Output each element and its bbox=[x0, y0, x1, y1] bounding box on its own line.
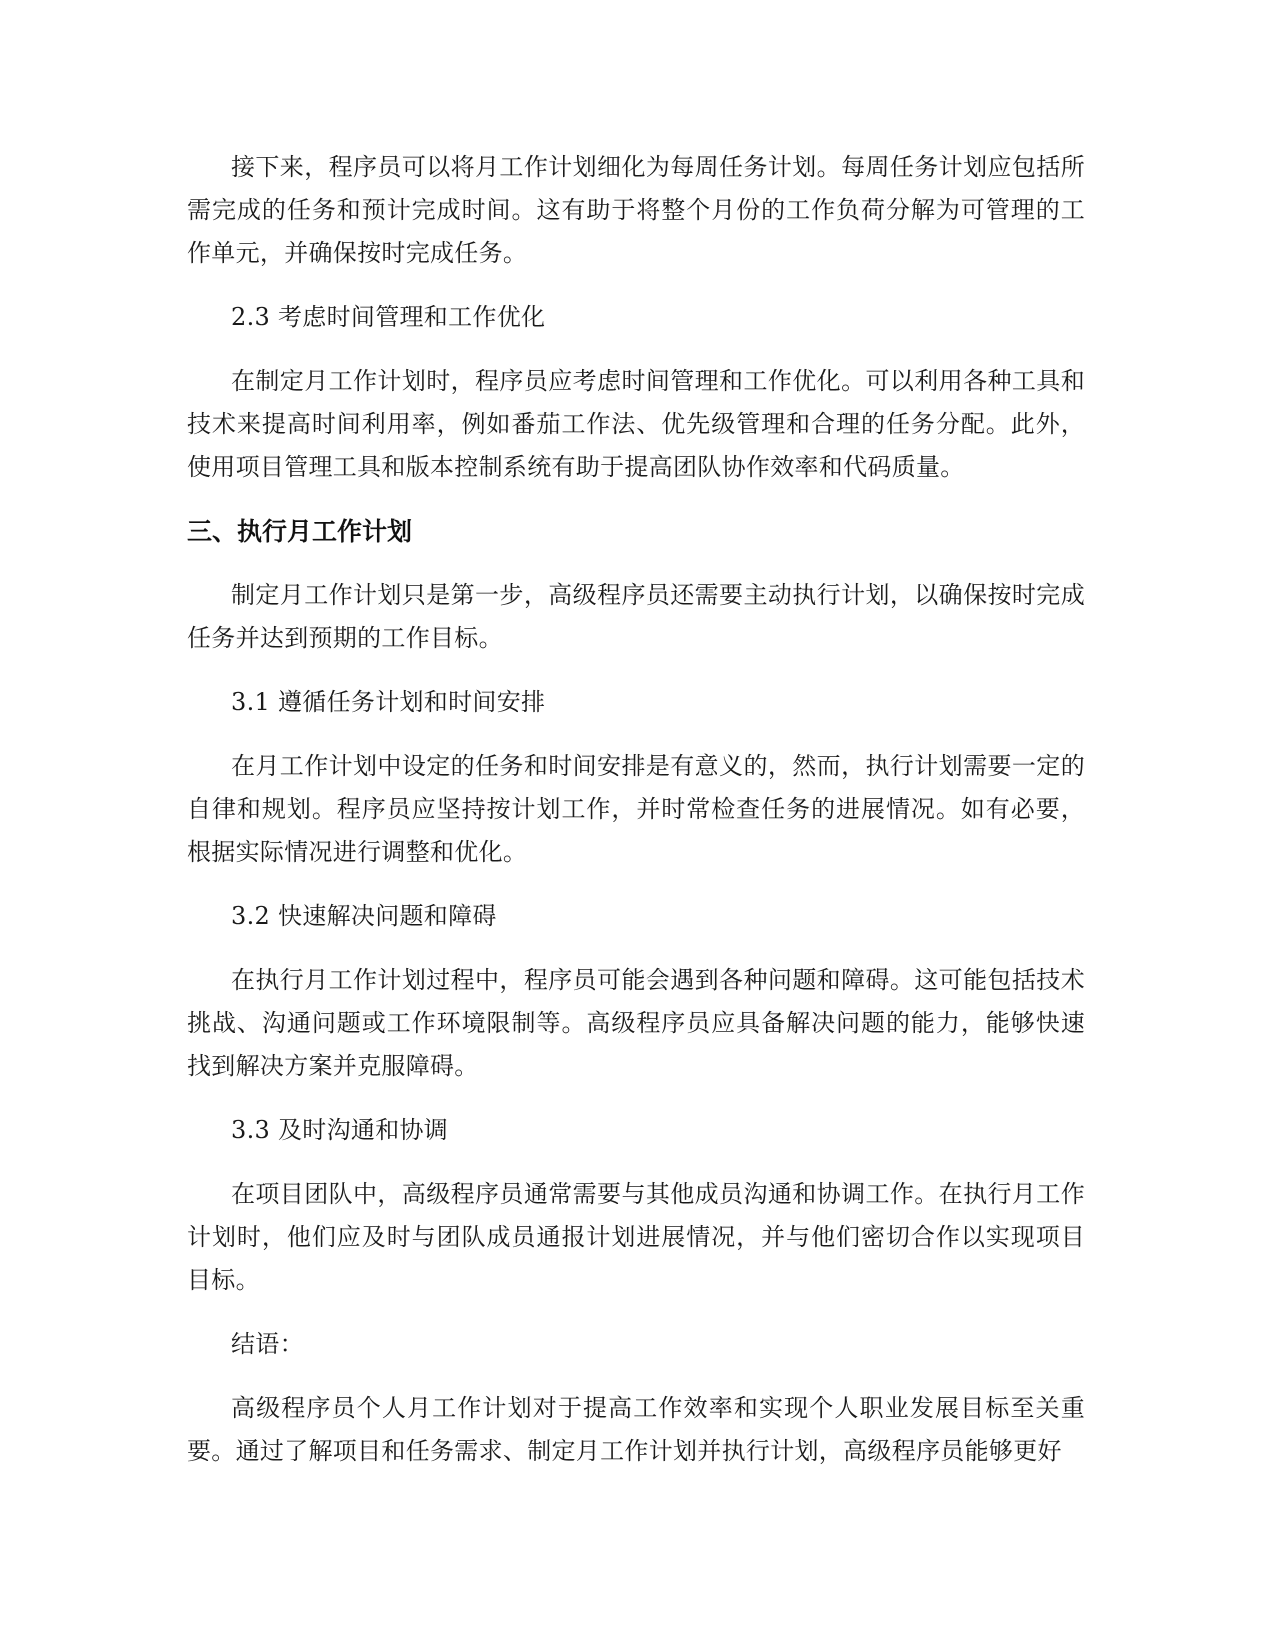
subheading-2-3: 2.3 考虑时间管理和工作优化 bbox=[231, 303, 546, 331]
paragraph-follow-plan: 在月工作计划中设定的任务和时间安排是有意义的，然而，执行计划需要一定的自律和规划。程序员应坚持按计划工作，并时常检查任务的进展情况。如有必要，根据实际情况进行调整和优化。 bbox=[187, 752, 1085, 866]
paragraph-conclusion: 高级程序员个人月工作计划对于提高工作效率和实现个人职业发展目标至关重要。通过了解项目和任务需求、制定月工作计划并执行计划，高级程序员能够更好 bbox=[187, 1394, 1085, 1465]
paragraph-solve-problems: 在执行月工作计划过程中，程序员可能会遇到各种问题和障碍。这可能包括技术挑战、沟通问题或工作环境限制等。高级程序员应具备解决问题的能力，能够快速找到解决方案并克服障碍。 bbox=[187, 966, 1085, 1080]
subheading-3-3: 3.3 及时沟通和协调 bbox=[231, 1116, 449, 1144]
paragraph-execute-intro: 制定月工作计划只是第一步，高级程序员还需要主动执行计划，以确保按时完成任务并达到预期的工作目标。 bbox=[187, 581, 1085, 652]
subheading-3-1: 3.1 遵循任务计划和时间安排 bbox=[231, 688, 546, 716]
paragraph-time-management: 在制定月工作计划时，程序员应考虑时间管理和工作优化。可以利用各种工具和技术来提高时间利用率，例如番茄工作法、优先级管理和合理的任务分配。此外，使用项目管理工具和版本控制系统有助于提高团队协作效率和代码质量。 bbox=[187, 367, 1085, 481]
subheading-3-2: 3.2 快速解决问题和障碍 bbox=[231, 902, 497, 930]
paragraph-weekly-plan: 接下来，程序员可以将月工作计划细化为每周任务计划。每周任务计划应包括所需完成的任务和预计完成时间。这有助于将整个月份的工作负荷分解为可管理的工作单元，并确保按时完成任务。 bbox=[187, 153, 1085, 267]
document-body bbox=[187, 146, 1085, 1494]
subheading-conclusion: 结语： bbox=[231, 1330, 304, 1358]
section-heading-3: 三、执行月工作计划 bbox=[187, 517, 413, 546]
paragraph-communication: 在项目团队中，高级程序员通常需要与其他成员沟通和协调工作。在执行月工作计划时，他们应及时与团队成员通报计划进展情况，并与他们密切合作以实现项目目标。 bbox=[187, 1180, 1085, 1294]
